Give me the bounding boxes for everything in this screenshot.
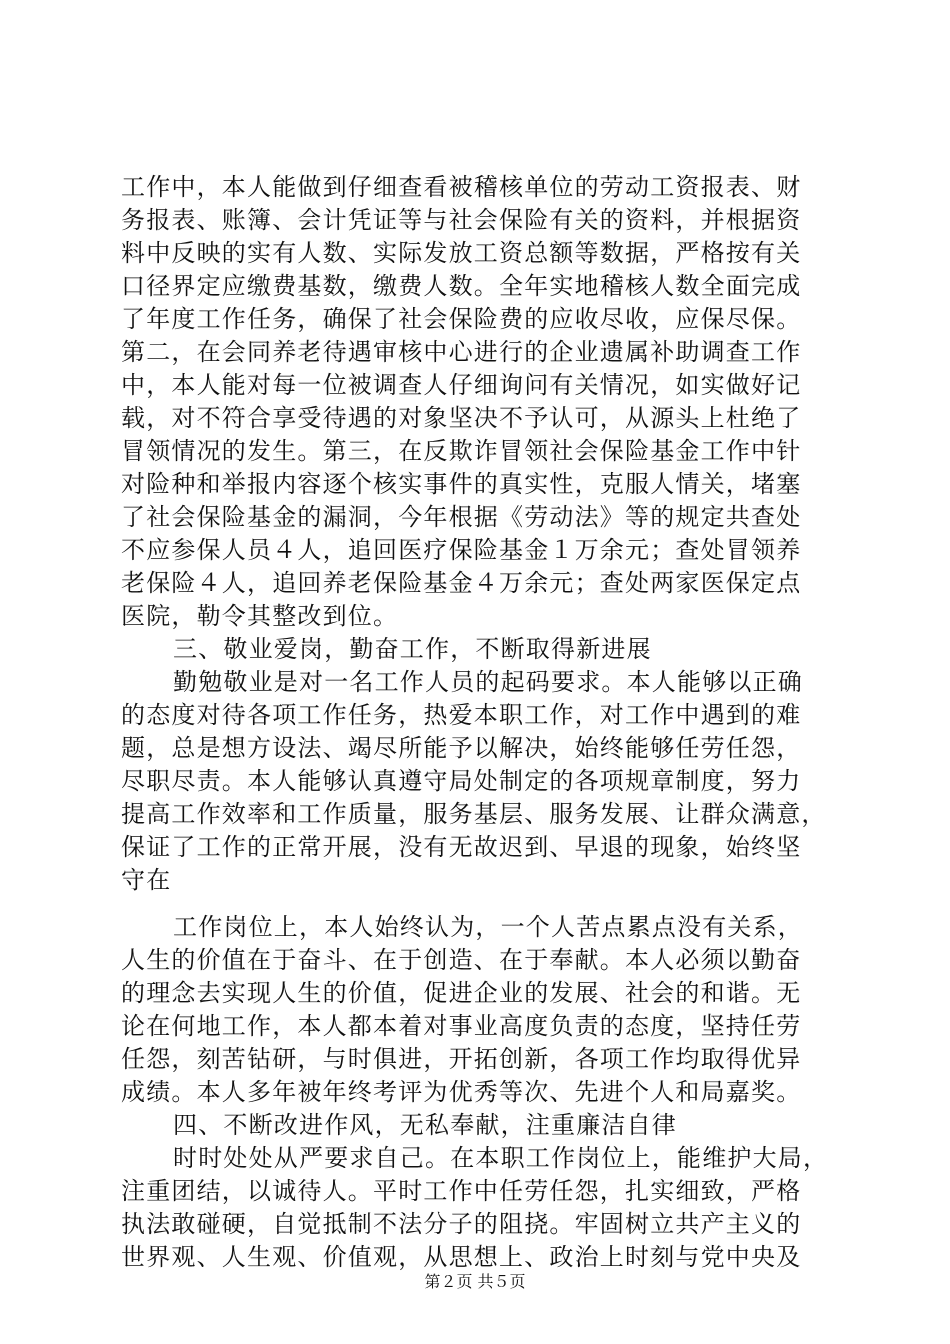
text-line: 冒领情况的发生。第三，在反欺诈冒领社会保险基金工作中针 bbox=[121, 437, 802, 465]
text-line: 了社会保险基金的漏洞，今年根据《劳动法》等的规定共查处 bbox=[121, 503, 802, 531]
text-line: 人生的价值在于奋斗、在于创造、在于奉献。本人必须以勤奋 bbox=[121, 946, 802, 974]
text-line: 医院，勒令其整改到位。 bbox=[121, 602, 399, 630]
text-line: 的理念去实现人生的价值，促进企业的发展、社会的和谐。无 bbox=[121, 979, 802, 1007]
text-line: 务报表、账簿、会计凭证等与社会保险有关的资料，并根据资 bbox=[121, 206, 802, 234]
text-line: 时时处处从严要求自己。在本职工作岗位上，能维护大局， bbox=[173, 1144, 829, 1172]
text-line: 注重团结，以诚待人。平时工作中任劳任怨，扎实细致，严格 bbox=[121, 1177, 802, 1205]
text-line: 任怨，刻苦钻研，与时俱进，开拓创新，各项工作均取得优异 bbox=[121, 1045, 802, 1073]
section-heading: 四、不断改进作风，无私奉献，注重廉洁自律 bbox=[173, 1111, 677, 1139]
text-line: 执法敢碰硬，自觉抵制不法分子的阻挠。牢固树立共产主义的 bbox=[121, 1210, 802, 1238]
text-line: 老保险４人，追回养老保险基金４万余元；查处两家医保定点 bbox=[121, 569, 802, 597]
text-line: 第二，在会同养老待遇审核中心进行的企业遗属补助调查工作 bbox=[121, 338, 802, 366]
section-heading: 三、敬业爱岗，勤奋工作，不断取得新进展 bbox=[173, 635, 652, 663]
document-body bbox=[121, 171, 831, 1274]
text-line: 世界观、人生观、价值观，从思想上、政治上时刻与党中央及 bbox=[121, 1243, 802, 1271]
text-line: 载，对不符合享受待遇的对象坚决不予认可，从源头上杜绝了 bbox=[121, 404, 802, 432]
page-indicator: 第２页 共５页 bbox=[424, 1272, 526, 1291]
text-line: 工作中，本人能做到仔细查看被稽核单位的劳动工资报表、财 bbox=[121, 173, 802, 201]
page-footer bbox=[0, 1272, 950, 1292]
text-line: 了年度工作任务，确保了社会保险费的应收尽收，应保尽保。 bbox=[121, 305, 802, 333]
text-line: 口径界定应缴费基数，缴费人数。全年实地稽核人数全面完成 bbox=[121, 272, 802, 300]
text-line: 尽职尽责。本人能够认真遵守局处制定的各项规章制度，努力 bbox=[121, 767, 802, 795]
text-line: 题，总是想方设法、竭尽所能予以解决，始终能够任劳任怨， bbox=[121, 734, 802, 762]
text-line: 的态度对待各项工作任务，热爱本职工作，对工作中遇到的难 bbox=[121, 701, 802, 729]
text-line: 守在 bbox=[121, 866, 172, 894]
text-line: 提高工作效率和工作质量，服务基层、服务发展、让群众满意， bbox=[121, 800, 827, 828]
text-line: 对险种和举报内容逐个核实事件的真实性，克服人情关，堵塞 bbox=[121, 470, 802, 498]
text-line: 不应参保人员４人，追回医疗保险基金１万余元；查处冒领养 bbox=[121, 536, 802, 564]
text-line: 料中反映的实有人数、实际发放工资总额等数据，严格按有关 bbox=[121, 239, 802, 267]
text-line: 论在何地工作，本人都本着对事业高度负责的态度，坚持任劳 bbox=[121, 1012, 802, 1040]
text-line: 中，本人能对每一位被调查人仔细询问有关情况，如实做好记 bbox=[121, 371, 802, 399]
text-line: 保证了工作的正常开展，没有无故迟到、早退的现象，始终坚 bbox=[121, 833, 802, 861]
text-line: 成绩。本人多年被年终考评为优秀等次、先进个人和局嘉奖。 bbox=[121, 1078, 802, 1106]
text-line: 勤勉敬业是对一名工作人员的起码要求。本人能够以正确 bbox=[173, 668, 803, 696]
text-line: 工作岗位上，本人始终认为，一个人苦点累点没有关系， bbox=[173, 913, 803, 941]
